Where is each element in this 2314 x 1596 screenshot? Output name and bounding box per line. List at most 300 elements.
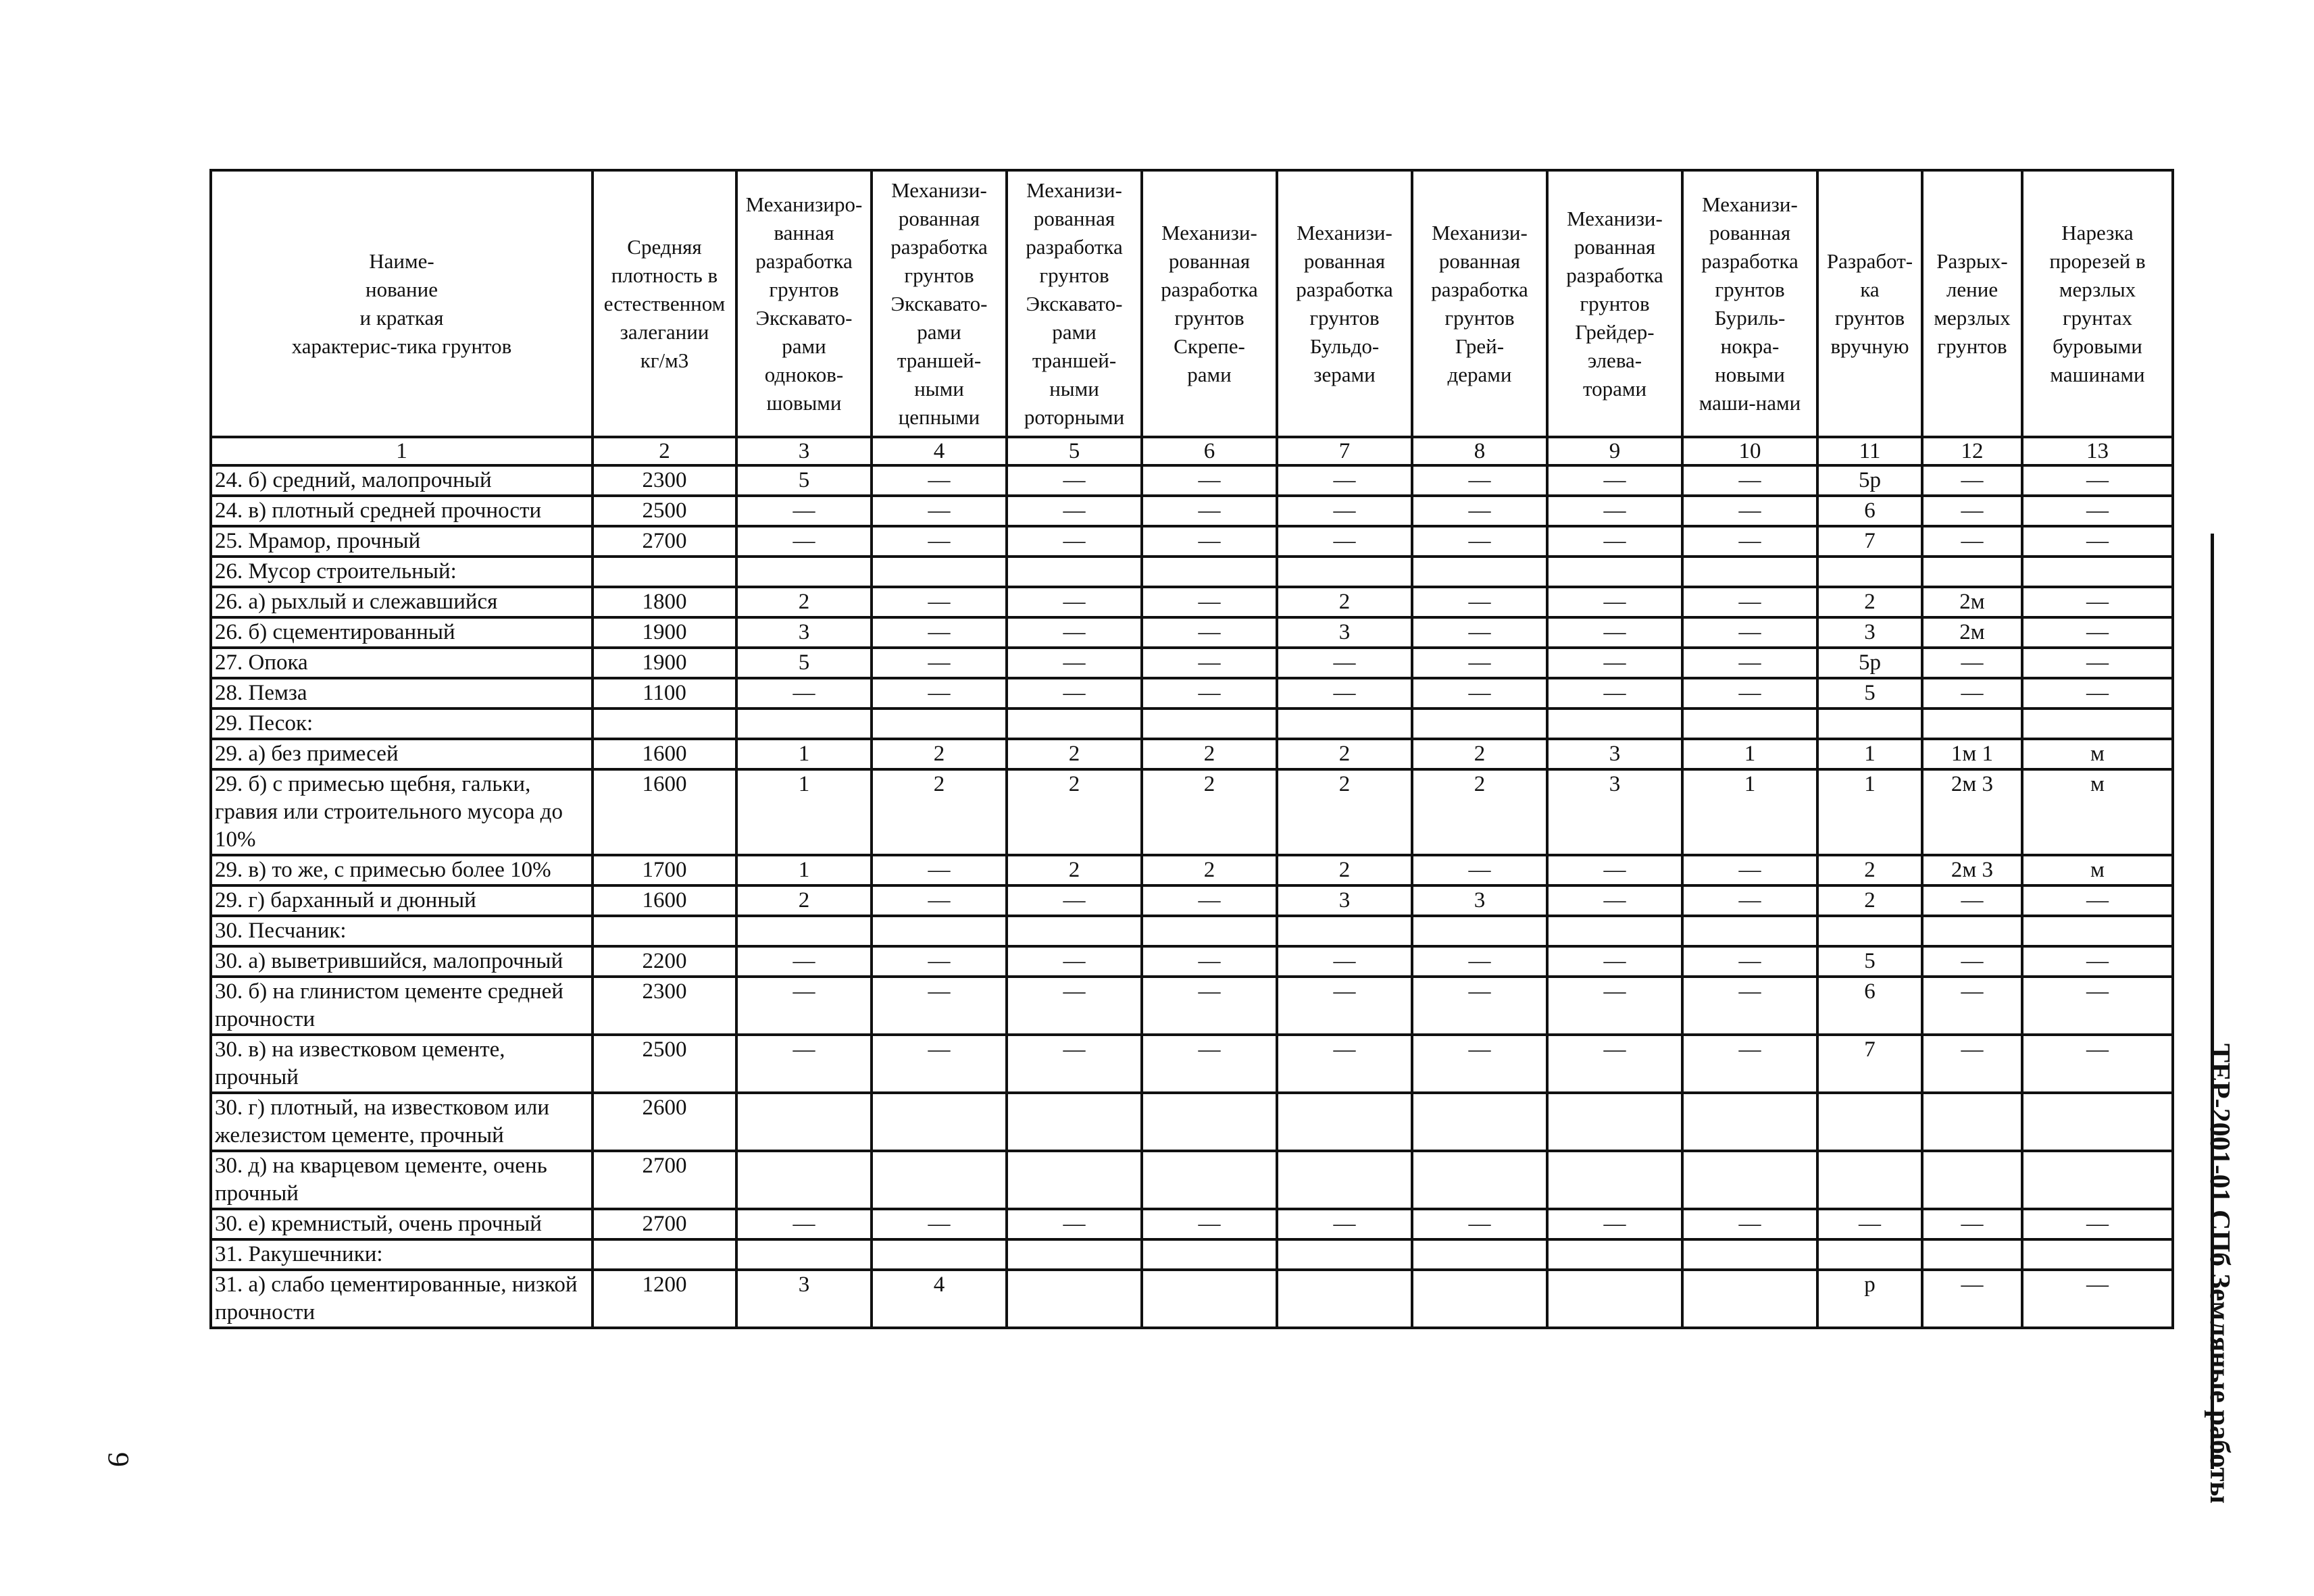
- method-category-cell: —: [872, 465, 1007, 496]
- method-category-cell: 2: [1817, 587, 1922, 617]
- density-cell: 2200: [593, 946, 736, 977]
- method-category-cell: —: [1547, 977, 1682, 1035]
- method-category-cell: [1142, 1151, 1277, 1209]
- method-category-cell: [1412, 557, 1547, 587]
- method-category-cell: [1142, 557, 1277, 587]
- table-row: [211, 1209, 2173, 1239]
- method-category-cell: [1547, 1151, 1682, 1209]
- method-category-cell: —: [1547, 496, 1682, 526]
- method-category-cell: [1547, 1239, 1682, 1270]
- table-row: [211, 587, 2173, 617]
- table-row: [211, 739, 2173, 769]
- table-row: [211, 977, 2173, 1035]
- table-row: [211, 648, 2173, 678]
- method-category-cell: —: [1277, 648, 1412, 678]
- table-row: [211, 496, 2173, 526]
- density-cell: 1200: [593, 1270, 736, 1328]
- column-number-3: 3: [736, 437, 872, 465]
- method-category-cell: —: [1922, 1209, 2022, 1239]
- method-category-cell: —: [1007, 587, 1142, 617]
- method-category-cell: —: [1922, 648, 2022, 678]
- method-category-cell: 2: [1142, 739, 1277, 769]
- density-cell: 1600: [593, 885, 736, 916]
- method-category-cell: —: [1412, 946, 1547, 977]
- method-category-cell: —: [1682, 855, 1817, 885]
- method-category-cell: 1: [1817, 739, 1922, 769]
- method-category-cell: —: [872, 617, 1007, 648]
- method-category-cell: 1: [736, 769, 872, 855]
- method-category-cell: [1142, 709, 1277, 739]
- method-category-cell: 1: [1682, 769, 1817, 855]
- method-category-cell: [872, 557, 1007, 587]
- method-category-cell: —: [1142, 678, 1277, 709]
- method-category-cell: —: [1007, 885, 1142, 916]
- method-category-cell: [1682, 1093, 1817, 1151]
- table-row: [211, 557, 2173, 587]
- method-category-cell: 2: [1277, 855, 1412, 885]
- method-category-cell: 3: [1817, 617, 1922, 648]
- method-category-cell: 1: [1682, 739, 1817, 769]
- column-number-10: 10: [1682, 437, 1817, 465]
- column-number-8: 8: [1412, 437, 1547, 465]
- method-category-cell: —: [1142, 648, 1277, 678]
- method-category-cell: [1547, 1270, 1682, 1328]
- method-category-cell: —: [1277, 465, 1412, 496]
- method-category-cell: —: [1547, 885, 1682, 916]
- method-category-cell: [1817, 709, 1922, 739]
- method-category-cell: —: [1547, 1035, 1682, 1093]
- method-category-cell: —: [1412, 977, 1547, 1035]
- method-category-cell: 2: [1007, 855, 1142, 885]
- density-cell: 2700: [593, 1151, 736, 1209]
- method-category-cell: [1682, 916, 1817, 946]
- method-category-cell: [1682, 1239, 1817, 1270]
- table-row: [211, 1270, 2173, 1328]
- method-category-cell: [1142, 916, 1277, 946]
- table-row: [211, 709, 2173, 739]
- method-category-cell: —: [1007, 526, 1142, 557]
- method-category-cell: —: [872, 977, 1007, 1035]
- method-category-cell: [1817, 1093, 1922, 1151]
- method-category-cell: —: [1922, 496, 2022, 526]
- method-category-cell: [736, 557, 872, 587]
- method-category-cell: —: [1412, 617, 1547, 648]
- method-category-cell: —: [1412, 678, 1547, 709]
- table-row: [211, 1239, 2173, 1270]
- column-header-13: Нарезка прорезей в мерзлых грунтах буровыми машинами: [2022, 170, 2173, 437]
- method-category-cell: 6: [1817, 496, 1922, 526]
- method-category-cell: —: [1277, 678, 1412, 709]
- column-header-7: Механизи- рованная разработка грунтов Бульдо- зерами: [1277, 170, 1412, 437]
- column-number-1: 1: [211, 437, 593, 465]
- method-category-cell: 2: [1007, 739, 1142, 769]
- method-category-cell: 2: [1007, 769, 1142, 855]
- method-category-cell: —: [736, 977, 872, 1035]
- method-category-cell: 1: [1817, 769, 1922, 855]
- column-number-12: 12: [1922, 437, 2022, 465]
- soil-name-cell: 24. в) плотный средней прочности: [211, 496, 593, 526]
- document-side-caption: ТЕР-2001-01 СПб Земляные работы: [2204, 1044, 2235, 1504]
- method-category-cell: 2: [1277, 769, 1412, 855]
- method-category-cell: —: [2022, 1209, 2173, 1239]
- method-category-cell: [1412, 1151, 1547, 1209]
- method-category-cell: 2: [736, 885, 872, 916]
- method-category-cell: [872, 916, 1007, 946]
- soil-name-cell: 30. е) кремнистый, очень прочный: [211, 1209, 593, 1239]
- method-category-cell: [1277, 1093, 1412, 1151]
- method-category-cell: —: [1922, 1035, 2022, 1093]
- method-category-cell: [1007, 1151, 1142, 1209]
- method-category-cell: —: [872, 885, 1007, 916]
- method-category-cell: —: [1007, 496, 1142, 526]
- method-category-cell: —: [872, 1209, 1007, 1239]
- method-category-cell: —: [1007, 678, 1142, 709]
- method-category-cell: [1922, 916, 2022, 946]
- soil-name-cell: 26. а) рыхлый и слежавшийся: [211, 587, 593, 617]
- method-category-cell: —: [1277, 946, 1412, 977]
- soil-name-cell: 24. б) средний, малопрочный: [211, 465, 593, 496]
- method-category-cell: 3: [1547, 739, 1682, 769]
- method-category-cell: [1412, 916, 1547, 946]
- column-header-4: Механизи- рованная разработка грунтов Экскавато- рами траншей- ными цепными: [872, 170, 1007, 437]
- method-category-cell: 2: [1412, 769, 1547, 855]
- column-header-12: Разрых- ление мерзлых грунтов: [1922, 170, 2022, 437]
- method-category-cell: —: [1412, 855, 1547, 885]
- method-category-cell: 3: [1547, 769, 1682, 855]
- table-row: [211, 916, 2173, 946]
- soil-name-cell: 30. б) на глинистом цементе средней прочности: [211, 977, 593, 1035]
- method-category-cell: [1412, 1239, 1547, 1270]
- method-category-cell: —: [1922, 1270, 2022, 1328]
- method-category-cell: —: [872, 587, 1007, 617]
- method-category-cell: —: [1412, 1209, 1547, 1239]
- method-category-cell: 1м 1: [1922, 739, 2022, 769]
- method-category-cell: [2022, 1093, 2173, 1151]
- method-category-cell: —: [2022, 496, 2173, 526]
- method-category-cell: —: [2022, 946, 2173, 977]
- method-category-cell: —: [1682, 496, 1817, 526]
- method-category-cell: —: [736, 1209, 872, 1239]
- method-category-cell: —: [2022, 587, 2173, 617]
- method-category-cell: —: [1412, 587, 1547, 617]
- method-category-cell: —: [1142, 587, 1277, 617]
- column-header-11: Разработ- ка грунтов вручную: [1817, 170, 1922, 437]
- density-cell: 2700: [593, 526, 736, 557]
- method-category-cell: 2м: [1922, 587, 2022, 617]
- soil-name-cell: 29. б) с примесью щебня, гальки, гравия или строительного мусора до 10%: [211, 769, 593, 855]
- method-category-cell: [736, 1093, 872, 1151]
- method-category-cell: —: [2022, 526, 2173, 557]
- method-category-cell: [2022, 709, 2173, 739]
- method-category-cell: —: [1412, 496, 1547, 526]
- method-category-cell: [1682, 709, 1817, 739]
- method-category-cell: —: [1547, 648, 1682, 678]
- method-category-cell: [872, 1151, 1007, 1209]
- method-category-cell: [1817, 557, 1922, 587]
- method-category-cell: [1277, 1151, 1412, 1209]
- method-category-cell: —: [872, 946, 1007, 977]
- method-category-cell: 3: [736, 617, 872, 648]
- method-category-cell: [1277, 1270, 1412, 1328]
- method-category-cell: 5: [736, 465, 872, 496]
- method-category-cell: 4: [872, 1270, 1007, 1328]
- column-header-1: Наиме- нование и краткая характерис-тика грунтов: [211, 170, 593, 437]
- method-category-cell: —: [1547, 855, 1682, 885]
- method-category-cell: [1412, 709, 1547, 739]
- header-row: [211, 170, 2173, 437]
- soil-name-cell: 29. г) барханный и дюнный: [211, 885, 593, 916]
- method-category-cell: —: [1277, 496, 1412, 526]
- method-category-cell: м: [2022, 769, 2173, 855]
- method-category-cell: —: [1412, 526, 1547, 557]
- column-header-9: Механизи- рованная разработка грунтов Грейдер- элева- торами: [1547, 170, 1682, 437]
- method-category-cell: —: [1007, 946, 1142, 977]
- method-category-cell: —: [1682, 587, 1817, 617]
- method-category-cell: [1007, 916, 1142, 946]
- method-category-cell: [1277, 916, 1412, 946]
- density-cell: 1100: [593, 678, 736, 709]
- method-category-cell: —: [2022, 977, 2173, 1035]
- method-category-cell: —: [1547, 1209, 1682, 1239]
- method-category-cell: —: [872, 496, 1007, 526]
- density-cell: 1600: [593, 739, 736, 769]
- column-number-7: 7: [1277, 437, 1412, 465]
- method-category-cell: [736, 709, 872, 739]
- method-category-cell: —: [1142, 1209, 1277, 1239]
- table-row: [211, 465, 2173, 496]
- density-cell: 1600: [593, 769, 736, 855]
- method-category-cell: —: [1922, 526, 2022, 557]
- density-cell: 1800: [593, 587, 736, 617]
- table-row: [211, 526, 2173, 557]
- method-category-cell: 3: [1277, 617, 1412, 648]
- soil-name-cell: 29. Песок:: [211, 709, 593, 739]
- method-category-cell: [1547, 1093, 1682, 1151]
- soil-name-cell: 25. Мрамор, прочный: [211, 526, 593, 557]
- table-row: [211, 946, 2173, 977]
- density-cell: 2500: [593, 1035, 736, 1093]
- method-category-cell: [1007, 557, 1142, 587]
- method-category-cell: —: [2022, 1270, 2173, 1328]
- table-row: [211, 769, 2173, 855]
- density-cell: [593, 557, 736, 587]
- column-number-4: 4: [872, 437, 1007, 465]
- method-category-cell: [1277, 557, 1412, 587]
- method-category-cell: —: [1007, 977, 1142, 1035]
- table-row: [211, 1151, 2173, 1209]
- table-row: [211, 855, 2173, 885]
- table-row: [211, 617, 2173, 648]
- method-category-cell: [872, 1239, 1007, 1270]
- method-category-cell: р: [1817, 1270, 1922, 1328]
- method-category-cell: [2022, 1239, 2173, 1270]
- method-category-cell: —: [736, 946, 872, 977]
- method-category-cell: [1922, 1151, 2022, 1209]
- method-category-cell: [2022, 557, 2173, 587]
- method-category-cell: 2: [872, 739, 1007, 769]
- method-category-cell: —: [1007, 1209, 1142, 1239]
- method-category-cell: [1277, 709, 1412, 739]
- method-category-cell: —: [1817, 1209, 1922, 1239]
- density-cell: 2600: [593, 1093, 736, 1151]
- page-number: 9: [102, 1452, 135, 1467]
- soil-name-cell: 29. в) то же, с примесью более 10%: [211, 855, 593, 885]
- method-category-cell: [1922, 709, 2022, 739]
- method-category-cell: 2: [1277, 739, 1412, 769]
- method-category-cell: —: [2022, 678, 2173, 709]
- column-header-2: Средняя плотность в естественном залегании кг/м3: [593, 170, 736, 437]
- method-category-cell: —: [1922, 678, 2022, 709]
- method-category-cell: [1547, 557, 1682, 587]
- method-category-cell: —: [1682, 885, 1817, 916]
- method-category-cell: [1007, 1270, 1142, 1328]
- soil-name-cell: 31. а) слабо цементированные, низкой прочности: [211, 1270, 593, 1328]
- method-category-cell: 3: [1277, 885, 1412, 916]
- soil-name-cell: 27. Опока: [211, 648, 593, 678]
- method-category-cell: —: [2022, 1035, 2173, 1093]
- method-category-cell: —: [1682, 1209, 1817, 1239]
- table-row: [211, 1093, 2173, 1151]
- method-category-cell: [1277, 1239, 1412, 1270]
- method-category-cell: 5: [736, 648, 872, 678]
- method-category-cell: —: [1142, 885, 1277, 916]
- method-category-cell: —: [1547, 526, 1682, 557]
- soil-name-cell: 26. Мусор строительный:: [211, 557, 593, 587]
- method-category-cell: —: [1412, 465, 1547, 496]
- method-category-cell: —: [1547, 617, 1682, 648]
- density-cell: [593, 1239, 736, 1270]
- table-row: [211, 885, 2173, 916]
- method-category-cell: 2м 3: [1922, 769, 2022, 855]
- method-category-cell: —: [1547, 678, 1682, 709]
- method-category-cell: м: [2022, 739, 2173, 769]
- method-category-cell: —: [1412, 1035, 1547, 1093]
- method-category-cell: 3: [1412, 885, 1547, 916]
- method-category-cell: —: [872, 1035, 1007, 1093]
- soil-name-cell: 30. в) на известковом цементе, прочный: [211, 1035, 593, 1093]
- soil-categories-table: [209, 169, 2174, 1329]
- soil-name-cell: 30. Песчаник:: [211, 916, 593, 946]
- method-category-cell: —: [1277, 1209, 1412, 1239]
- method-category-cell: —: [1547, 587, 1682, 617]
- method-category-cell: —: [736, 526, 872, 557]
- column-number-5: 5: [1007, 437, 1142, 465]
- column-number-9: 9: [1547, 437, 1682, 465]
- method-category-cell: [1412, 1093, 1547, 1151]
- column-number-13: 13: [2022, 437, 2173, 465]
- density-cell: 1700: [593, 855, 736, 885]
- method-category-cell: —: [1007, 617, 1142, 648]
- column-number-11: 11: [1817, 437, 1922, 465]
- method-category-cell: [1682, 557, 1817, 587]
- method-category-cell: —: [1682, 465, 1817, 496]
- method-category-cell: —: [872, 855, 1007, 885]
- method-category-cell: [1142, 1093, 1277, 1151]
- method-category-cell: 3: [736, 1270, 872, 1328]
- table-row: [211, 1035, 2173, 1093]
- method-category-cell: [1007, 1239, 1142, 1270]
- method-category-cell: 2: [1412, 739, 1547, 769]
- column-header-3: Механизиро- ванная разработка грунтов Экскавато- рами одноков- шовыми: [736, 170, 872, 437]
- method-category-cell: [1817, 916, 1922, 946]
- method-category-cell: —: [1682, 1035, 1817, 1093]
- method-category-cell: —: [1547, 465, 1682, 496]
- method-category-cell: —: [2022, 465, 2173, 496]
- method-category-cell: [1547, 709, 1682, 739]
- method-category-cell: [1142, 1270, 1277, 1328]
- method-category-cell: [1007, 1093, 1142, 1151]
- method-category-cell: —: [1142, 465, 1277, 496]
- method-category-cell: [1682, 1270, 1817, 1328]
- method-category-cell: 7: [1817, 526, 1922, 557]
- method-category-cell: —: [1277, 977, 1412, 1035]
- method-category-cell: —: [736, 678, 872, 709]
- method-category-cell: 5р: [1817, 648, 1922, 678]
- method-category-cell: [1412, 1270, 1547, 1328]
- method-category-cell: —: [2022, 885, 2173, 916]
- method-category-cell: —: [1682, 946, 1817, 977]
- column-number-2: 2: [593, 437, 736, 465]
- method-category-cell: —: [1007, 465, 1142, 496]
- method-category-cell: —: [1142, 977, 1277, 1035]
- method-category-cell: 5: [1817, 678, 1922, 709]
- column-header-6: Механизи- рованная разработка грунтов Скрепе- рами: [1142, 170, 1277, 437]
- method-category-cell: —: [1922, 465, 2022, 496]
- method-category-cell: 6: [1817, 977, 1922, 1035]
- method-category-cell: [2022, 916, 2173, 946]
- method-category-cell: [1547, 916, 1682, 946]
- soil-name-cell: 30. д) на кварцевом цементе, очень прочный: [211, 1151, 593, 1209]
- method-category-cell: 5р: [1817, 465, 1922, 496]
- method-category-cell: —: [1142, 1035, 1277, 1093]
- method-category-cell: —: [1922, 977, 2022, 1035]
- column-number-6: 6: [1142, 437, 1277, 465]
- column-header-5: Механизи- рованная разработка грунтов Экскавато- рами траншей- ными роторными: [1007, 170, 1142, 437]
- method-category-cell: [872, 1093, 1007, 1151]
- method-category-cell: —: [1922, 946, 2022, 977]
- soil-name-cell: 28. Пемза: [211, 678, 593, 709]
- method-category-cell: —: [1682, 977, 1817, 1035]
- method-category-cell: 1: [736, 739, 872, 769]
- column-header-10: Механизи- рованная разработка грунтов Буриль- нокра- новыми маши-нами: [1682, 170, 1817, 437]
- method-category-cell: 7: [1817, 1035, 1922, 1093]
- method-category-cell: 5: [1817, 946, 1922, 977]
- density-cell: 2700: [593, 1209, 736, 1239]
- method-category-cell: [1142, 1239, 1277, 1270]
- method-category-cell: —: [1682, 617, 1817, 648]
- method-category-cell: —: [1412, 648, 1547, 678]
- method-category-cell: 2: [1817, 885, 1922, 916]
- density-cell: [593, 709, 736, 739]
- method-category-cell: 2м 3: [1922, 855, 2022, 885]
- method-category-cell: —: [872, 648, 1007, 678]
- method-category-cell: —: [872, 526, 1007, 557]
- method-category-cell: [736, 1151, 872, 1209]
- method-category-cell: —: [1682, 678, 1817, 709]
- column-number-row: [211, 437, 2173, 465]
- method-category-cell: 2: [1277, 587, 1412, 617]
- method-category-cell: 1: [736, 855, 872, 885]
- method-category-cell: —: [2022, 617, 2173, 648]
- method-category-cell: —: [1142, 526, 1277, 557]
- density-cell: 2300: [593, 977, 736, 1035]
- soil-name-cell: 30. г) плотный, на известковом или железистом цементе, прочный: [211, 1093, 593, 1151]
- method-category-cell: [1007, 709, 1142, 739]
- method-category-cell: [736, 916, 872, 946]
- method-category-cell: [1922, 1093, 2022, 1151]
- method-category-cell: —: [1142, 496, 1277, 526]
- density-cell: 1900: [593, 617, 736, 648]
